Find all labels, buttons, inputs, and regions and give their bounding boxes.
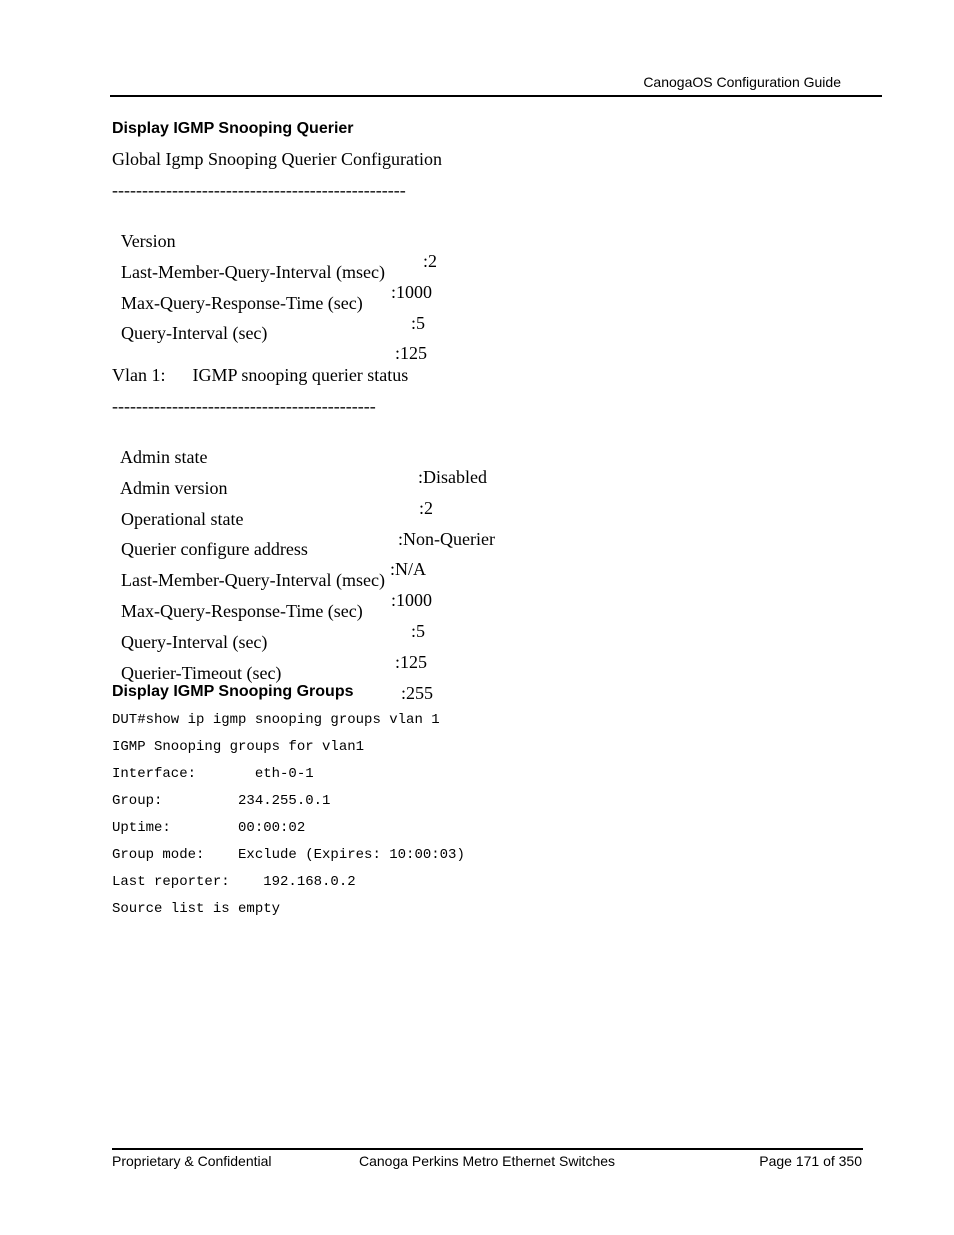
row-label: Admin state [120,447,208,467]
cli-line: DUT#show ip igmp snooping groups vlan 1 [112,712,440,728]
row-value: :125 [395,652,428,672]
row-value: :1000 [391,282,433,302]
global-config-title: Global Igmp Snooping Querier Configuration [112,149,442,169]
footer-page-number: Page 171 of 350 [759,1153,862,1169]
row-label: Querier-Timeout (sec) [121,663,282,683]
vlan-separator: -------------------------------------------- [112,396,376,416]
cli-line: Group mode: Exclude (Expires: 10:00:03) [112,847,465,863]
section-heading-querier: Display IGMP Snooping Querier [112,120,354,137]
row-value: :Disabled [418,467,487,487]
cli-line: Interface: eth-0-1 [112,766,314,782]
vlan-status-title: Vlan 1: IGMP snooping querier status [112,365,409,385]
row-value: :2 [419,498,434,518]
running-header-title: CanogaOS Configuration Guide [643,74,841,90]
row-label: Query-Interval (sec) [121,632,268,652]
footer-product: Canoga Perkins Metro Ethernet Switches [359,1153,616,1169]
cli-line: Source list is empty [112,901,281,917]
row-label: Max-Query-Response-Time (sec) [121,601,363,621]
row-label: Version [120,231,176,251]
row-value: :255 [401,683,434,703]
cli-line: IGMP Snooping groups for vlan1 [112,739,365,755]
row-value: :Non-Querier [398,529,495,549]
row-label: Last-Member-Query-Interval (msec) [121,570,386,590]
row-label: Operational state [121,509,244,529]
global-separator: ------------------------------------------------- [112,180,406,200]
row-value: :125 [395,343,428,363]
footer-confidential: Proprietary & Confidential [112,1153,272,1169]
row-label: Last-Member-Query-Interval (msec) [121,262,386,282]
cli-line: Uptime: 00:00:02 [112,820,306,836]
footer-rule [112,1148,863,1150]
row-value: :N/A [390,559,426,579]
row-label: Querier configure address [121,539,308,559]
row-value: :5 [411,313,426,333]
section-heading-groups: Display IGMP Snooping Groups [112,683,354,700]
cli-line: Group: 234.255.0.1 [112,793,331,809]
row-label: Query-Interval (sec) [121,323,268,343]
row-value: :1000 [391,590,433,610]
cli-line: Last reporter: 192.168.0.2 [112,874,356,890]
row-value: :2 [423,251,438,271]
header-rule [110,95,882,97]
row-label: Max-Query-Response-Time (sec) [121,293,363,313]
row-label: Admin version [120,478,228,498]
row-value: :5 [411,621,426,641]
